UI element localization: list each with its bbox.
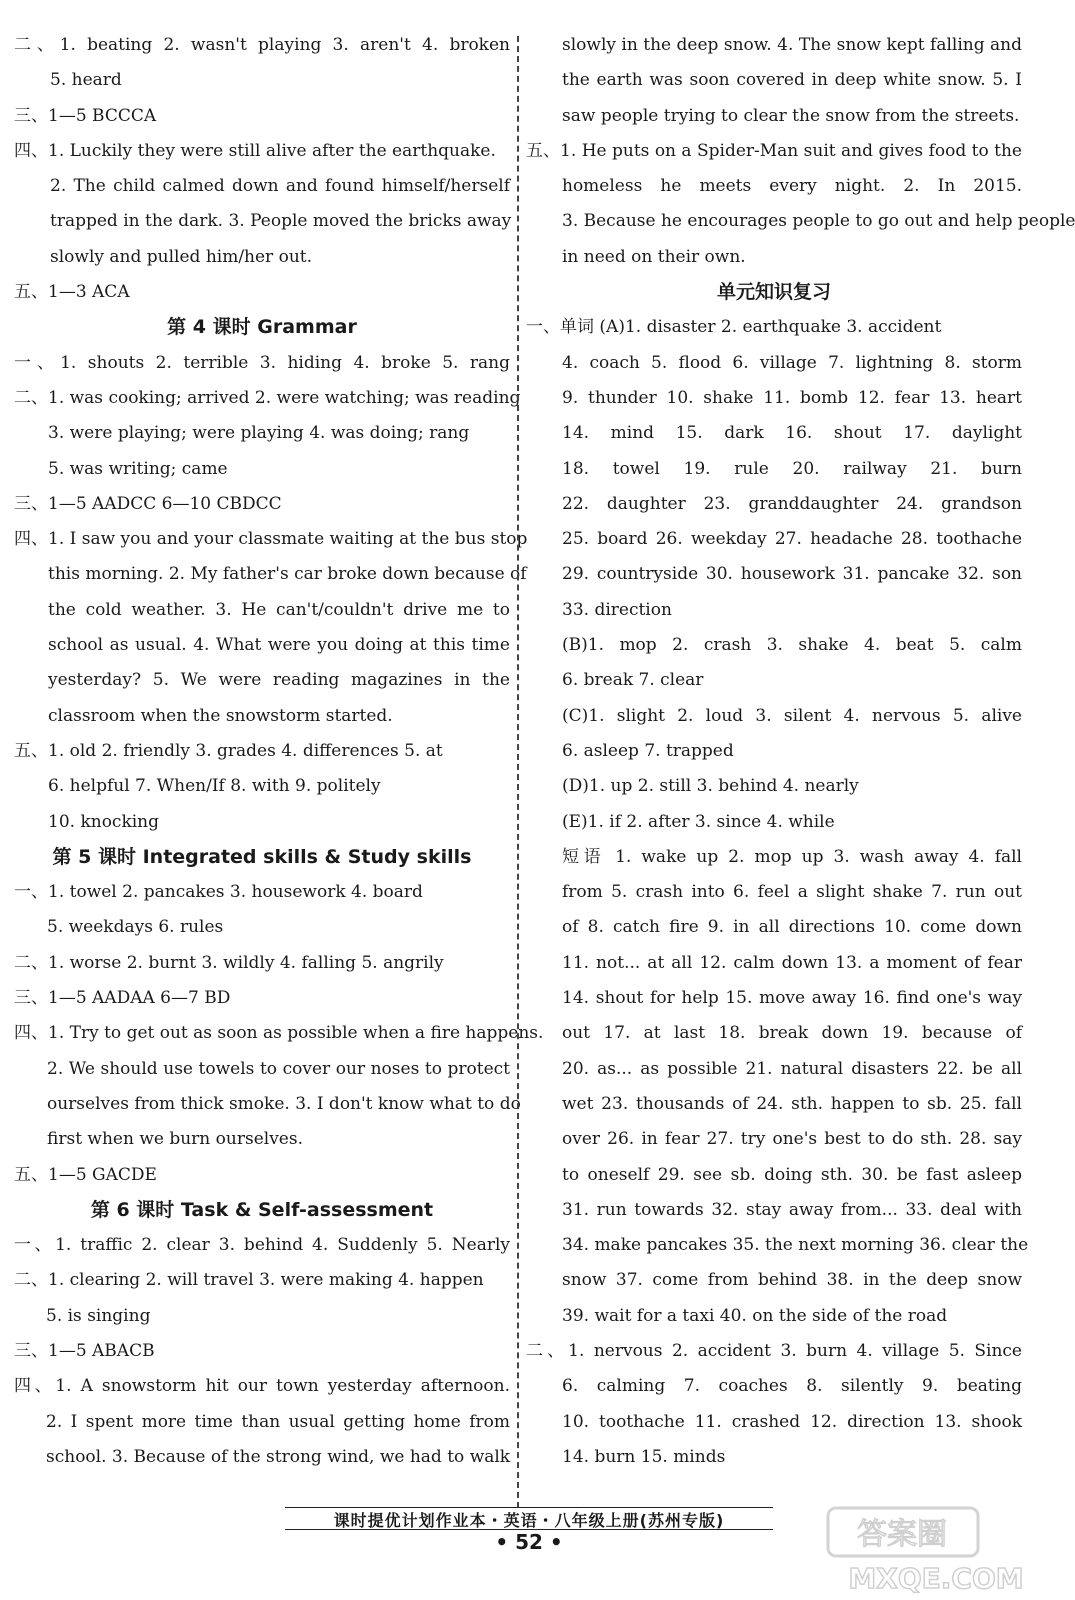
answer-line: the earth was soon covered in deep white snow. 5. I <box>562 70 1022 91</box>
column-divider <box>517 36 519 1508</box>
answer-line: 6. helpful 7. When/If 8. with 9. politely <box>48 776 381 797</box>
answer-line: first when we burn ourselves. <box>47 1129 303 1150</box>
answer-line: (D)1. up 2. still 3. behind 4. nearly <box>562 776 859 797</box>
answer-line: 34. make pancakes 35. the next morning 36. clear the <box>562 1235 1029 1256</box>
answer-line: 6. break 7. clear <box>562 670 704 691</box>
answer-line: (B)1. mop 2. crash 3. shake 4. beat 5. calm <box>562 635 1022 656</box>
answer-line: 五、1—3 ACA <box>14 282 130 303</box>
answer-line: 33. direction <box>562 599 672 620</box>
answer-line: 五、1. He puts on a Spider-Man suit and gives food to the <box>526 140 1022 161</box>
answer-line: wet 23. thousands of 24. sth. happen to sb. 25. fall <box>562 1093 1022 1114</box>
answer-line: 5. is singing <box>46 1305 151 1326</box>
answer-line: 20. as... as possible 21. natural disasters 22. be all <box>562 1058 1022 1079</box>
answer-line: (E)1. if 2. after 3. since 4. while <box>562 811 835 832</box>
answer-line: 一、1. traffic 2. clear 3. behind 4. Suddenly 5. Nearly <box>14 1235 510 1256</box>
answer-line: 短语 1. wake up 2. mop up 3. wash away 4. fall <box>562 846 1022 867</box>
answer-line: 一、1. towel 2. pancakes 3. housework 4. board <box>14 882 423 903</box>
page-number: • 52 • <box>495 1530 563 1554</box>
answer-line: 14. mind 15. dark 16. shout 17. daylight <box>562 423 1022 444</box>
answer-line: 11. not... at all 12. calm down 13. a moment of fear <box>562 952 1022 973</box>
answer-line: to oneself 29. see sb. doing sth. 30. be fast asleep <box>562 1164 1022 1185</box>
answer-line: school as usual. 4. What were you doing at this time <box>48 635 510 656</box>
answer-line: the cold weather. 3. He can't/couldn't drive me to <box>48 599 510 620</box>
answer-line: slowly and pulled him/her out. <box>50 246 313 267</box>
answer-column-left <box>14 28 544 1475</box>
answer-line: 2. I spent more time than usual getting home from <box>46 1411 510 1432</box>
answer-line: 10. knocking <box>48 811 160 832</box>
answer-line: 二、1. beating 2. wasn't playing 3. aren't 4. broken <box>14 35 510 55</box>
answer-line: 四、1. I saw you and your classmate waiting at the bus stop <box>14 529 528 550</box>
answer-line: slowly in the deep snow. 4. The snow kept falling and <box>562 35 1022 55</box>
section-heading: 第 5 课时 Integrated skills & Study skills <box>52 845 472 868</box>
answer-line: 14. burn 15. minds <box>562 1446 726 1467</box>
answer-line: 6. calming 7. coaches 8. silently 9. beating <box>562 1376 1022 1397</box>
answer-line: 三、1—5 ABACB <box>14 1340 155 1361</box>
answer-line: 三、1—5 AADAA 6—7 BD <box>14 988 231 1009</box>
answer-line: 二、1. nervous 2. accident 3. burn 4. village 5. Since <box>526 1340 1022 1361</box>
answer-line: (C)1. slight 2. loud 3. silent 4. nervous 5. alive <box>562 705 1022 726</box>
answer-line: 四、1. A snowstorm hit our town yesterday afternoon. <box>14 1376 510 1397</box>
answer-line: 一、1. shouts 2. terrible 3. hiding 4. broke 5. rang <box>14 352 510 373</box>
answer-line: 5. heard <box>50 70 122 91</box>
footer-book-title: 课时提优计划作业本・英语・八年级上册(苏州专版) <box>333 1511 725 1530</box>
answer-line: 6. asleep 7. trapped <box>562 740 734 761</box>
answer-line: 4. coach 5. flood 6. village 7. lightning 8. storm <box>562 352 1022 373</box>
watermark-url-text: MXQE.COM <box>848 1562 1024 1595</box>
answer-line: snow 37. come from behind 38. in the deep snow <box>562 1270 1022 1291</box>
answer-line: 二、1. clearing 2. will travel 3. were making 4. happen <box>14 1270 484 1291</box>
answer-line: 四、1. Try to get out as soon as possible when a fire happens. <box>14 1023 544 1044</box>
answer-line: 五、1—5 GACDE <box>14 1164 157 1185</box>
answer-line: 39. wait for a taxi 40. on the side of the road <box>562 1305 948 1326</box>
answer-line: trapped in the dark. 3. People moved the bricks away <box>50 211 512 232</box>
answer-line: 五、1. old 2. friendly 3. grades 4. differences 5. at <box>14 740 443 761</box>
answer-line: 二、1. worse 2. burnt 3. wildly 4. falling 5. angrily <box>14 952 444 973</box>
answer-line: 四、1. Luckily they were still alive after the earthquake. <box>14 140 496 161</box>
answer-line: this morning. 2. My father's car broke down because of <box>48 564 527 585</box>
section-heading: 第 6 课时 Task & Self-assessment <box>90 1198 434 1221</box>
answer-line: 10. toothache 11. crashed 12. direction 13. shook <box>562 1411 1022 1432</box>
answer-line: homeless he meets every night. 2. In 2015. <box>562 176 1022 197</box>
watermark-logo-text: 答案圈 <box>857 1517 947 1552</box>
answer-line: of 8. catch fire 9. in all directions 10. come down <box>562 917 1022 938</box>
answer-line: 14. shout for help 15. move away 16. find one's way <box>562 988 1022 1009</box>
answer-line: 22. daughter 23. granddaughter 24. grandson <box>562 493 1022 514</box>
answer-line: 5. weekdays 6. rules <box>47 917 224 938</box>
answer-line: 5. was writing; came <box>48 458 228 479</box>
answer-line: yesterday? 5. We were reading magazines in the <box>48 670 510 691</box>
section-heading: 第 4 课时 Grammar <box>167 316 357 339</box>
answer-line: 29. countryside 30. housework 31. pancake 32. son <box>562 564 1022 585</box>
answer-line: saw people trying to clear the snow from the streets. <box>562 105 1020 126</box>
answer-line: 9. thunder 10. shake 11. bomb 12. fear 13. heart <box>562 387 1022 408</box>
answer-line: 18. towel 19. rule 20. railway 21. burn <box>562 458 1022 479</box>
answer-line: 31. run towards 32. stay away from... 33. deal with <box>562 1199 1022 1220</box>
answer-line: in need on their own. <box>562 246 746 267</box>
answer-line: from 5. crash into 6. feel a slight shake 7. run out <box>562 882 1022 903</box>
answer-line: 一、单词 (A)1. disaster 2. earthquake 3. accident <box>526 317 942 338</box>
answer-line: 3. were playing; were playing 4. was doing; rang <box>48 423 470 444</box>
answer-line: 3. Because he encourages people to go out and help people <box>562 211 1075 232</box>
answer-line: out 17. at last 18. break down 19. because of <box>562 1023 1022 1044</box>
answer-line: school. 3. Because of the strong wind, we had to walk <box>46 1446 511 1467</box>
answer-line: 二、1. was cooking; arrived 2. were watching; was reading <box>14 387 521 408</box>
answer-line: ourselves from thick smoke. 3. I don't know what to do <box>47 1093 521 1114</box>
answer-line: 25. board 26. weekday 27. headache 28. toothache <box>562 529 1022 550</box>
answer-line: over 26. in fear 27. try one's best to do sth. 28. say <box>562 1129 1022 1150</box>
answer-column-right <box>526 28 1075 1475</box>
answer-line: 2. We should use towels to cover our noses to protect <box>47 1058 510 1079</box>
answer-line: classroom when the snowstorm started. <box>48 705 393 726</box>
section-heading: 单元知识复习 <box>716 281 831 304</box>
answer-line: 三、1—5 AADCC 6—10 CBDCC <box>14 493 282 514</box>
answer-line: 2. The child calmed down and found himself/herself <box>50 176 510 197</box>
answer-line: 三、1—5 BCCCA <box>14 105 157 126</box>
watermark-logo <box>824 1504 1044 1596</box>
